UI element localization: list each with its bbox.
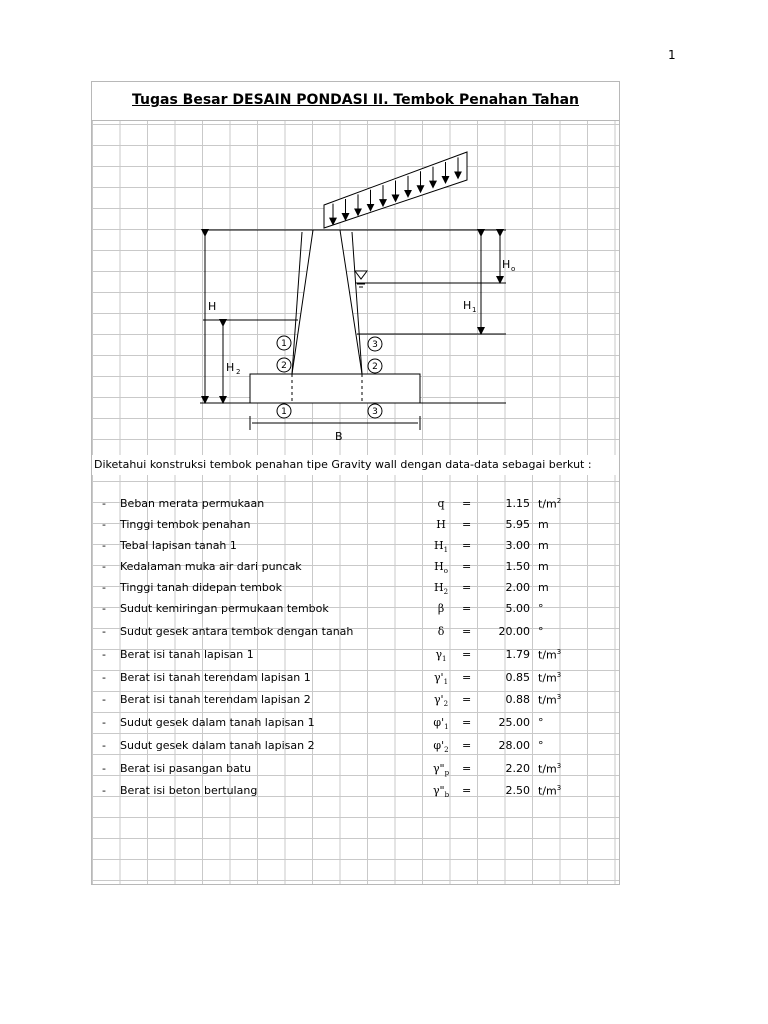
row-bullet: - bbox=[102, 625, 106, 638]
parameter-unit: m bbox=[538, 518, 549, 531]
intro-text: Diketahui konstruksi tembok penahan tipe Gravity wall dengan data-data sebagai berkut : bbox=[92, 455, 619, 475]
row-bullet: - bbox=[102, 671, 106, 684]
parameter-label: Berat isi pasangan batu bbox=[120, 762, 252, 775]
zone-label: 2 bbox=[281, 361, 287, 371]
equals-sign: = bbox=[462, 625, 472, 638]
parameter-value: 1.50 bbox=[505, 560, 530, 573]
parameter-value: 5.95 bbox=[505, 518, 530, 531]
row-bullet: - bbox=[102, 560, 106, 573]
parameter-unit: ° bbox=[538, 602, 544, 615]
surcharge-load bbox=[324, 152, 467, 228]
parameter-value: 3.00 bbox=[505, 539, 530, 552]
parameter-unit: ° bbox=[538, 625, 544, 638]
parameter-value: 28.00 bbox=[498, 739, 530, 752]
equals-sign: = bbox=[462, 581, 472, 594]
wall-stem bbox=[292, 230, 362, 374]
label-b: B bbox=[335, 430, 343, 443]
equals-sign: = bbox=[462, 762, 472, 775]
parameter-label: Berat isi tanah terendam lapisan 2 bbox=[120, 693, 311, 706]
row-bullet: - bbox=[102, 648, 106, 661]
parameter-value: 5.00 bbox=[505, 602, 530, 615]
parameter-symbol: $H_2$ bbox=[433, 581, 449, 597]
wall-base bbox=[250, 374, 420, 403]
parameter-symbol: $H_o$ bbox=[434, 560, 448, 576]
zone-label: 3 bbox=[372, 340, 378, 350]
parameter-label: Beban merata permukaan bbox=[120, 497, 265, 510]
parameter-label: Kedalaman muka air dari puncak bbox=[120, 560, 302, 573]
parameter-unit: m bbox=[538, 560, 549, 573]
parameter-value: 25.00 bbox=[498, 716, 530, 729]
label-h: H bbox=[208, 300, 217, 313]
label-h0: H bbox=[502, 258, 511, 271]
parameter-row bbox=[92, 536, 619, 556]
row-bullet: - bbox=[102, 762, 106, 775]
zone-label: 1 bbox=[281, 407, 287, 417]
parameter-unit: $t/m^3$ bbox=[538, 784, 562, 798]
label-h1: H bbox=[463, 299, 472, 312]
equals-sign: = bbox=[462, 784, 472, 797]
parameter-symbol: $\varphi'_1$ bbox=[433, 716, 449, 732]
parameter-row bbox=[92, 622, 619, 642]
row-bullet: - bbox=[102, 602, 106, 615]
parameter-value: 1.79 bbox=[505, 648, 530, 661]
equals-sign: = bbox=[462, 648, 472, 661]
parameter-label: Berat isi beton bertulang bbox=[120, 784, 258, 797]
parameter-symbol: $H_1$ bbox=[433, 539, 449, 555]
parameter-unit: $t/m^3$ bbox=[538, 671, 562, 685]
parameter-row bbox=[92, 557, 619, 577]
parameter-unit: m bbox=[538, 539, 549, 552]
row-bullet: - bbox=[102, 518, 106, 531]
parameter-symbol: H bbox=[436, 518, 446, 531]
parameter-symbol: $\gamma"_b$ bbox=[432, 784, 450, 800]
parameter-row bbox=[92, 713, 619, 733]
parameter-symbol: $\gamma"_p$ bbox=[432, 762, 450, 778]
row-bullet: - bbox=[102, 497, 106, 510]
label-h0-sub: o bbox=[511, 265, 516, 273]
parameter-value: 0.88 bbox=[505, 693, 530, 706]
parameter-symbol: $\varphi'_2$ bbox=[433, 739, 449, 755]
parameter-value: 0.85 bbox=[505, 671, 530, 684]
parameter-row bbox=[92, 645, 619, 665]
equals-sign: = bbox=[462, 560, 472, 573]
parameter-label: Tinggi tembok penahan bbox=[120, 518, 251, 531]
parameter-unit: $t/m^2$ bbox=[538, 497, 562, 511]
row-bullet: - bbox=[102, 581, 106, 594]
parameter-symbol: q bbox=[437, 497, 445, 510]
parameter-value: 2.00 bbox=[505, 581, 530, 594]
parameter-value: 20.00 bbox=[498, 625, 530, 638]
parameter-symbol: $\gamma'_2$ bbox=[433, 693, 449, 709]
row-bullet: - bbox=[102, 784, 106, 797]
page-number: 1 bbox=[668, 48, 676, 62]
parameter-symbol: $\gamma_1$ bbox=[435, 648, 447, 664]
parameter-unit: ° bbox=[538, 739, 544, 752]
zone-label: 1 bbox=[281, 339, 287, 349]
equals-sign: = bbox=[462, 539, 472, 552]
parameter-unit: $t/m^3$ bbox=[538, 762, 562, 776]
equals-sign: = bbox=[462, 602, 472, 615]
row-bullet: - bbox=[102, 539, 106, 552]
parameter-label: Sudut kemiringan permukaan tembok bbox=[120, 602, 329, 615]
parameter-value: 2.20 bbox=[505, 762, 530, 775]
equals-sign: = bbox=[462, 497, 472, 510]
equals-sign: = bbox=[462, 716, 472, 729]
parameter-value: 2.50 bbox=[505, 784, 530, 797]
parameter-symbol: $\gamma'_1$ bbox=[433, 671, 449, 687]
water-table-icon bbox=[355, 271, 367, 279]
parameter-unit: ° bbox=[538, 716, 544, 729]
parameter-label: Tebal lapisan tanah 1 bbox=[120, 539, 237, 552]
document-title: Tugas Besar DESAIN PONDASI II. Tembok Penahan Tahan bbox=[132, 92, 579, 108]
equals-sign: = bbox=[462, 693, 472, 706]
parameter-unit: $t/m^3$ bbox=[538, 693, 562, 707]
parameter-label: Sudut gesek antara tembok dengan tanah bbox=[120, 625, 354, 638]
parameter-label: Sudut gesek dalam tanah lapisan 1 bbox=[120, 716, 315, 729]
parameter-row bbox=[92, 578, 619, 598]
parameter-row bbox=[92, 668, 619, 688]
parameter-label: Tinggi tanah didepan tembok bbox=[120, 581, 283, 594]
equals-sign: = bbox=[462, 739, 472, 752]
equals-sign: = bbox=[462, 671, 472, 684]
parameter-row bbox=[92, 515, 619, 535]
parameter-symbol: β bbox=[437, 602, 445, 615]
parameter-row bbox=[92, 781, 619, 801]
parameter-row bbox=[92, 690, 619, 710]
label-h2: H bbox=[226, 361, 235, 374]
equals-sign: = bbox=[462, 518, 472, 531]
parameter-row bbox=[92, 599, 619, 619]
parameter-unit: $t/m^3$ bbox=[538, 648, 562, 662]
parameter-symbol: δ bbox=[437, 625, 445, 638]
parameter-row bbox=[92, 759, 619, 779]
row-bullet: - bbox=[102, 716, 106, 729]
parameter-unit: m bbox=[538, 581, 549, 594]
row-bullet: - bbox=[102, 739, 106, 752]
label-h1-sub: 1 bbox=[472, 306, 477, 314]
parameter-value: 1.15 bbox=[505, 497, 530, 510]
zone-label: 2 bbox=[372, 362, 378, 372]
parameter-label: Sudut gesek dalam tanah lapisan 2 bbox=[120, 739, 315, 752]
row-bullet: - bbox=[102, 693, 106, 706]
parameter-row bbox=[92, 736, 619, 756]
parameter-label: Berat isi tanah lapisan 1 bbox=[120, 648, 254, 661]
parameter-label: Berat isi tanah terendam lapisan 1 bbox=[120, 671, 311, 684]
zone-label: 3 bbox=[372, 407, 378, 417]
label-h2-sub: 2 bbox=[236, 368, 241, 376]
parameter-row bbox=[92, 494, 619, 514]
